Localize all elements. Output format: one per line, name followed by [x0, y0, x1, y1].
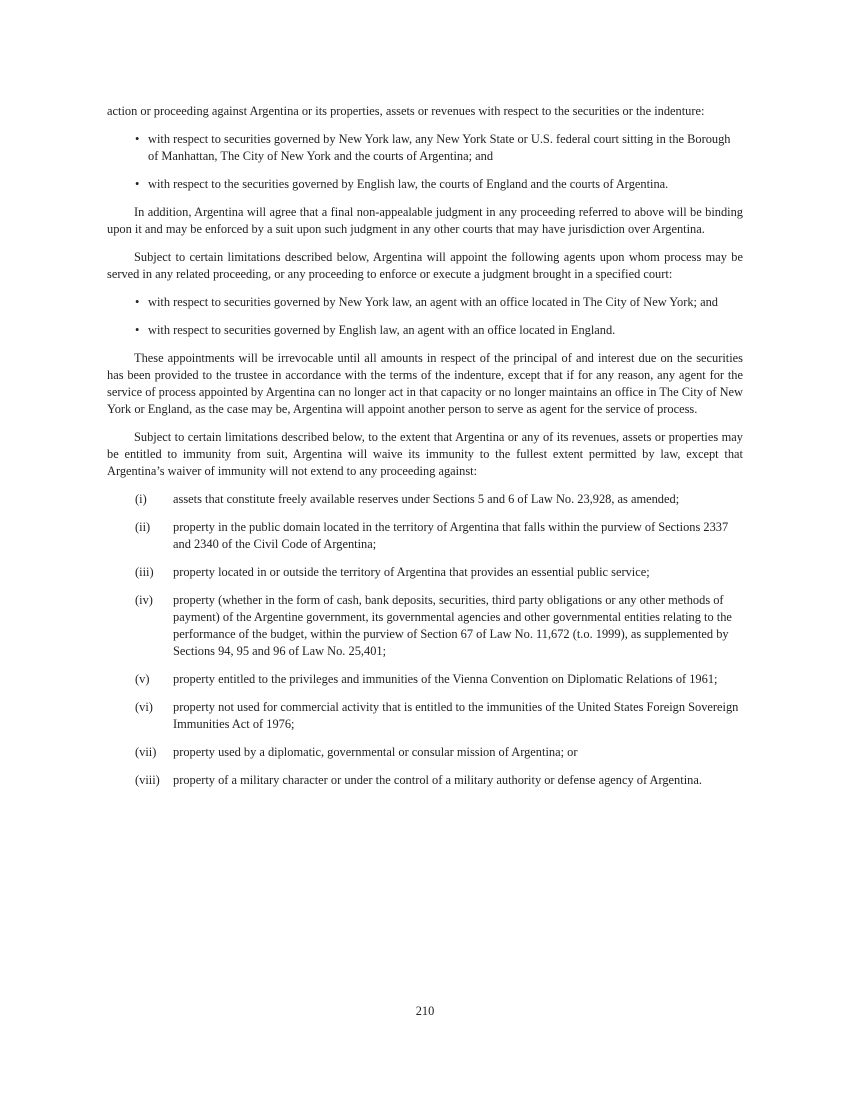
bullet-icon: • [135, 177, 140, 191]
list-item-text: with respect to securities governed by New York law, an agent with an office located in The City of New York; and [148, 295, 718, 309]
paragraph-agents: Subject to certain limitations described below, Argentina will appoint the following agents upon whom process may be served in any related proceeding, or any proceeding to enforce or execute a judgment brought in a specified court: [107, 250, 743, 281]
list-item-number: (vi) [135, 700, 153, 714]
list-item-number: (viii) [135, 773, 160, 787]
list-item-text: property of a military character or under the control of a military authority or defense agency of Argentina. [173, 773, 702, 787]
bullet-icon: • [135, 323, 140, 337]
list-item-number: (v) [135, 672, 150, 686]
list-item-number: (vii) [135, 745, 157, 759]
list-item [107, 699, 743, 733]
immunity-list [107, 491, 743, 789]
list-item [107, 671, 743, 688]
list-item-text: property in the public domain located in the territory of Argentina that falls within the purview of Sections 2337 and 2340 of the Civil Code of Argentina; [173, 520, 729, 551]
list-item-text: with respect to securities governed by New York law, any New York State or U.S. federal court sitting in the Borough of Manhattan, The City of New York and the courts of Argentina; and [148, 132, 731, 163]
list-item [107, 592, 743, 660]
list-item-number: (iii) [135, 565, 154, 579]
document-page [107, 103, 743, 800]
paragraph-appointments: These appointments will be irrevocable until all amounts in respect of the principal of and interest due on the securities has been provided to the trustee in accordance with the terms of the indenture, except that if for any reason, any agent for the service of process appointed by Argentina can no longer act in that capacity or no longer maintains an office in The City of New York or England, as the case may be, Argentina will appoint another person to serve as agent for the service of process. [107, 351, 743, 416]
list-item-text: property located in or outside the territory of Argentina that provides an essential public service; [173, 565, 650, 579]
courts-list [107, 131, 743, 193]
list-item-text: property (whether in the form of cash, bank deposits, securities, third party obligations or any other methods of payment) of the Argentine government, its governmental agencies and other governmental entities relating to the performance of the budget, within the purview of Section 67 of Law No. 11,672 (t.o. 1999), as supplemented by Sections 94, 95 and 96 of Law No. 25,401; [173, 593, 732, 658]
list-item [107, 322, 743, 339]
list-item [107, 294, 743, 311]
list-item [107, 772, 743, 789]
list-item [107, 176, 743, 193]
list-item-text: property used by a diplomatic, governmental or consular mission of Argentina; or [173, 745, 578, 759]
list-item-number: (ii) [135, 520, 151, 534]
list-item-text: property entitled to the privileges and immunities of the Vienna Convention on Diplomatic Relations of 1961; [173, 672, 718, 686]
list-item [107, 564, 743, 581]
list-item [107, 519, 743, 553]
list-item [107, 491, 743, 508]
list-item-number: (iv) [135, 593, 153, 607]
list-item-text: property not used for commercial activity that is entitled to the immunities of the United States Foreign Sovereign Immunities Act of 1976; [173, 700, 739, 731]
list-item-text: assets that constitute freely available reserves under Sections 5 and 6 of Law No. 23,928, as amended; [173, 492, 680, 506]
list-item-text: with respect to securities governed by English law, an agent with an office located in England. [148, 323, 616, 337]
list-item [107, 744, 743, 761]
paragraph-immunity: Subject to certain limitations described below, to the extent that Argentina or any of its revenues, assets or properties may be entitled to immunity from suit, Argentina will waive its immunity to the fullest extent permitted by law, except that Argentina’s waiver of immunity will not extend to any proceeding against: [107, 430, 743, 478]
paragraph-judgment: In addition, Argentina will agree that a final non-appealable judgment in any proceeding referred to above will be binding upon it and may be enforced by a suit upon such judgment in any other courts that may have jurisdiction over Argentina. [107, 205, 743, 236]
paragraph-intro: action or proceeding against Argentina or its properties, assets or revenues with respect to the securities or the indenture: [107, 104, 705, 118]
list-item [107, 131, 743, 165]
page-number: 210 [415, 1004, 435, 1018]
bullet-icon: • [135, 132, 140, 146]
list-item-number: (i) [135, 492, 147, 506]
agents-list [107, 294, 743, 339]
bullet-icon: • [135, 295, 140, 309]
list-item-text: with respect to the securities governed by English law, the courts of England and the courts of Argentina. [148, 177, 669, 191]
